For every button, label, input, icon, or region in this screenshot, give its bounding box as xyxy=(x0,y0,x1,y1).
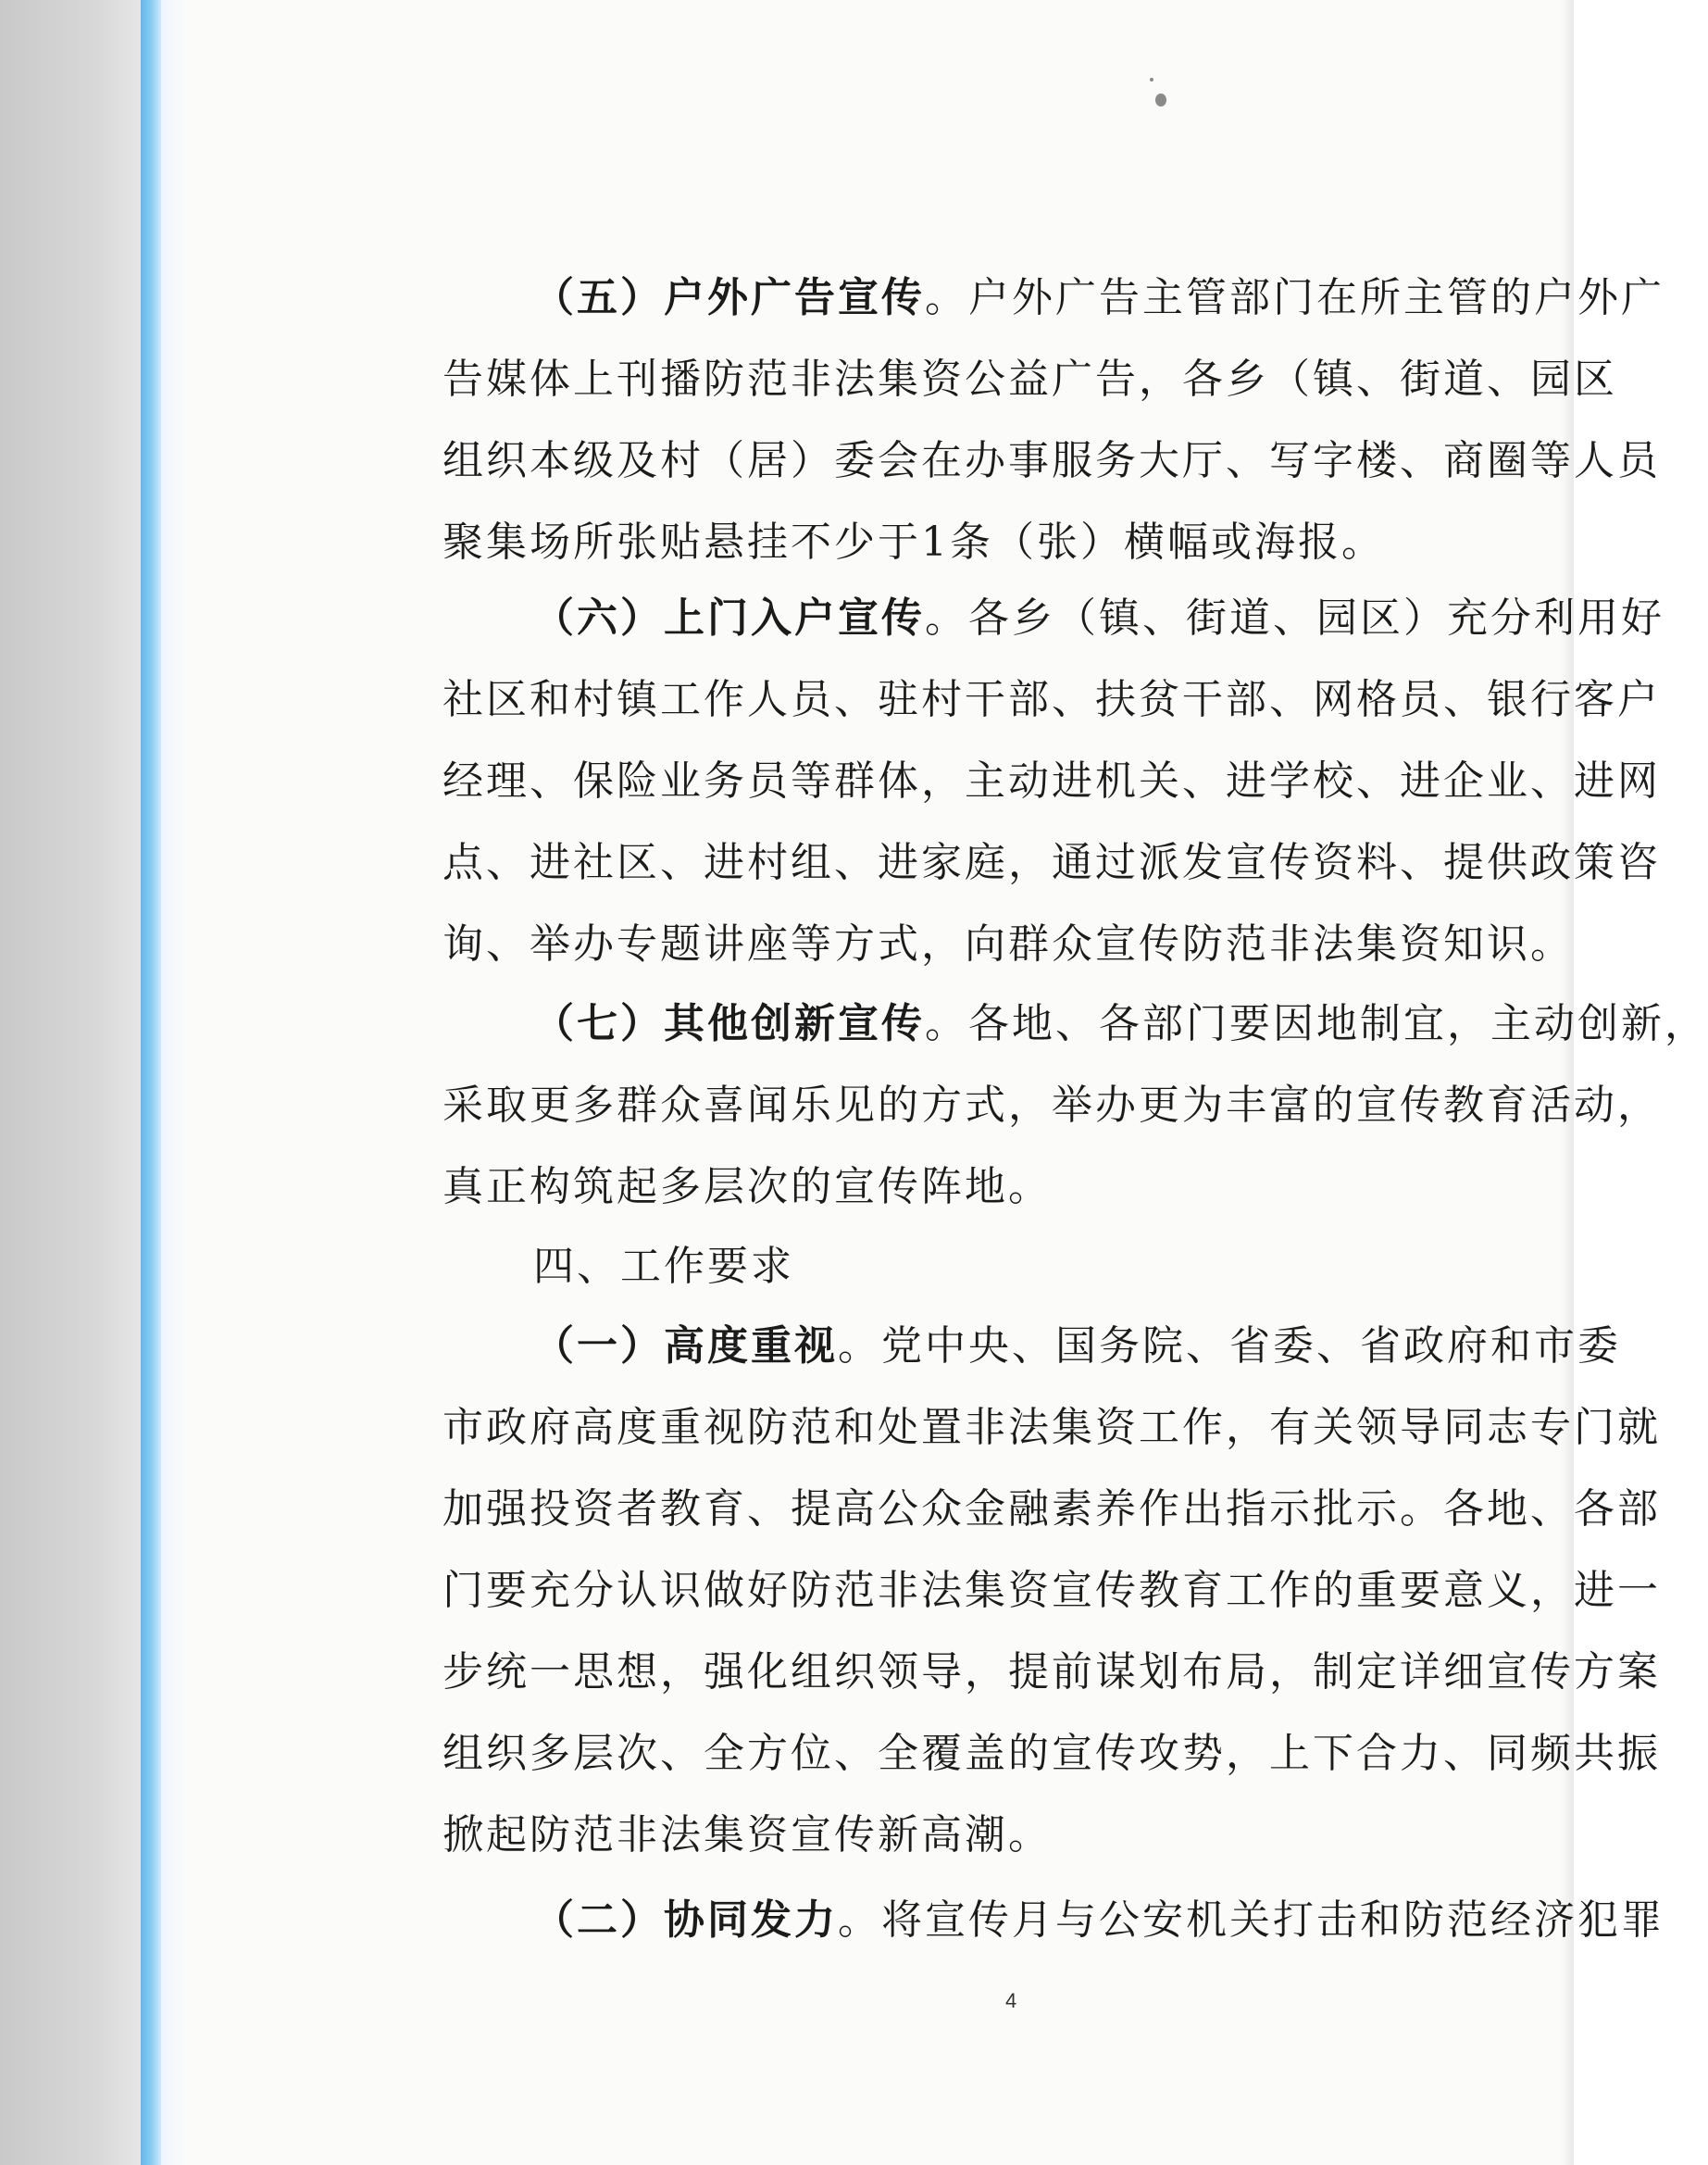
paragraph-line xyxy=(443,1400,1661,1456)
body-text: 聚集场所张贴悬挂不少于1条（张）横幅或海报。 xyxy=(443,519,1385,566)
paragraph-line xyxy=(443,515,1385,570)
body-text: 询、举办专题讲座等方式，向群众宣传防范非法集资知识。 xyxy=(443,920,1574,968)
body-text: 采取更多群众喜闻乐见的方式，举办更为丰富的宣传教育活动， xyxy=(443,1082,1661,1129)
body-text: 。各乡（镇、街道、园区）充分利用好 xyxy=(925,594,1664,642)
paragraph-line xyxy=(443,433,1661,489)
paragraph-first-line xyxy=(533,1239,794,1295)
paragraph-first-line xyxy=(533,270,1664,326)
paragraph-line xyxy=(443,1078,1661,1133)
paragraph-line xyxy=(443,1808,1052,1863)
body-text: 组织本级及村（居）委会在办事服务大厅、写字楼、商圈等人员 xyxy=(443,437,1661,484)
body-text: 步统一思想，强化组织领导，提前谋划布局，制定详细宣传方案 xyxy=(443,1648,1661,1696)
body-text: 加强投资者教育、提高公众金融素养作出指示批示。各地、各部 xyxy=(443,1485,1661,1533)
body-text: 。各地、各部门要因地制宜，主动创新， xyxy=(925,1000,1708,1047)
body-text: 告媒体上刊播防范非法集资公益广告，各乡（镇、街道、园区 xyxy=(443,356,1617,403)
paragraph-line xyxy=(443,672,1661,728)
body-text: 点、进社区、进村组、进家庭，通过派发宣传资料、提供政策咨 xyxy=(443,839,1661,886)
paragraph-first-line xyxy=(533,1893,1664,1948)
body-text: 。将宣传月与公安机关打击和防范经济犯罪 xyxy=(838,1896,1664,1944)
body-text: 组织多层次、全方位、全覆盖的宣传攻势，上下合力、同频共振 xyxy=(443,1730,1661,1777)
paragraph-line xyxy=(443,1482,1661,1537)
paragraph-line xyxy=(443,754,1661,809)
body-text: 市政府高度重视防范和处置非法集资工作，有关领导同志专门就 xyxy=(443,1404,1661,1451)
body-text: 。党中央、国务院、省委、省政府和市委 xyxy=(838,1322,1621,1370)
scan-speck xyxy=(1155,94,1166,106)
scan-border-blue xyxy=(141,0,161,2165)
paragraph-line xyxy=(443,1159,1052,1215)
body-text: 经理、保险业务员等群体，主动进机关、进学校、进企业、进网 xyxy=(443,757,1661,805)
paragraph-line xyxy=(443,1726,1661,1782)
paragraph-first-line xyxy=(533,996,1708,1052)
section-heading: （一）高度重视 xyxy=(533,1322,838,1370)
scan-speck xyxy=(1150,78,1153,81)
body-text: 四、工作要求 xyxy=(533,1243,794,1290)
scan-border-grey xyxy=(0,0,141,2165)
paragraph-first-line xyxy=(533,591,1664,646)
body-text: 门要充分认识做好防范非法集资宣传教育工作的重要意义，进一 xyxy=(443,1567,1661,1614)
paragraph-line xyxy=(443,1563,1661,1619)
body-text: 真正构筑起多层次的宣传阵地。 xyxy=(443,1163,1052,1210)
body-text: 掀起防范非法集资宣传新高潮。 xyxy=(443,1811,1052,1858)
section-heading: （二）协同发力 xyxy=(533,1896,838,1944)
paragraph-line xyxy=(443,1645,1661,1700)
paragraph-line xyxy=(443,352,1617,407)
body-text: 社区和村镇工作人员、驻村干部、扶贫干部、网格员、银行客户 xyxy=(443,676,1661,723)
scan-border-fade xyxy=(161,0,185,2165)
section-heading: （六）上门入户宣传 xyxy=(533,594,925,642)
paragraph-first-line xyxy=(533,1319,1621,1374)
page-number: 4 xyxy=(1005,1989,1017,2012)
section-heading: （七）其他创新宣传 xyxy=(533,1000,925,1047)
paragraph-line xyxy=(443,835,1661,891)
paragraph-line xyxy=(443,917,1574,972)
section-heading: （五）户外广告宣传 xyxy=(533,274,925,321)
body-text: 。户外广告主管部门在所主管的户外广 xyxy=(925,274,1664,321)
